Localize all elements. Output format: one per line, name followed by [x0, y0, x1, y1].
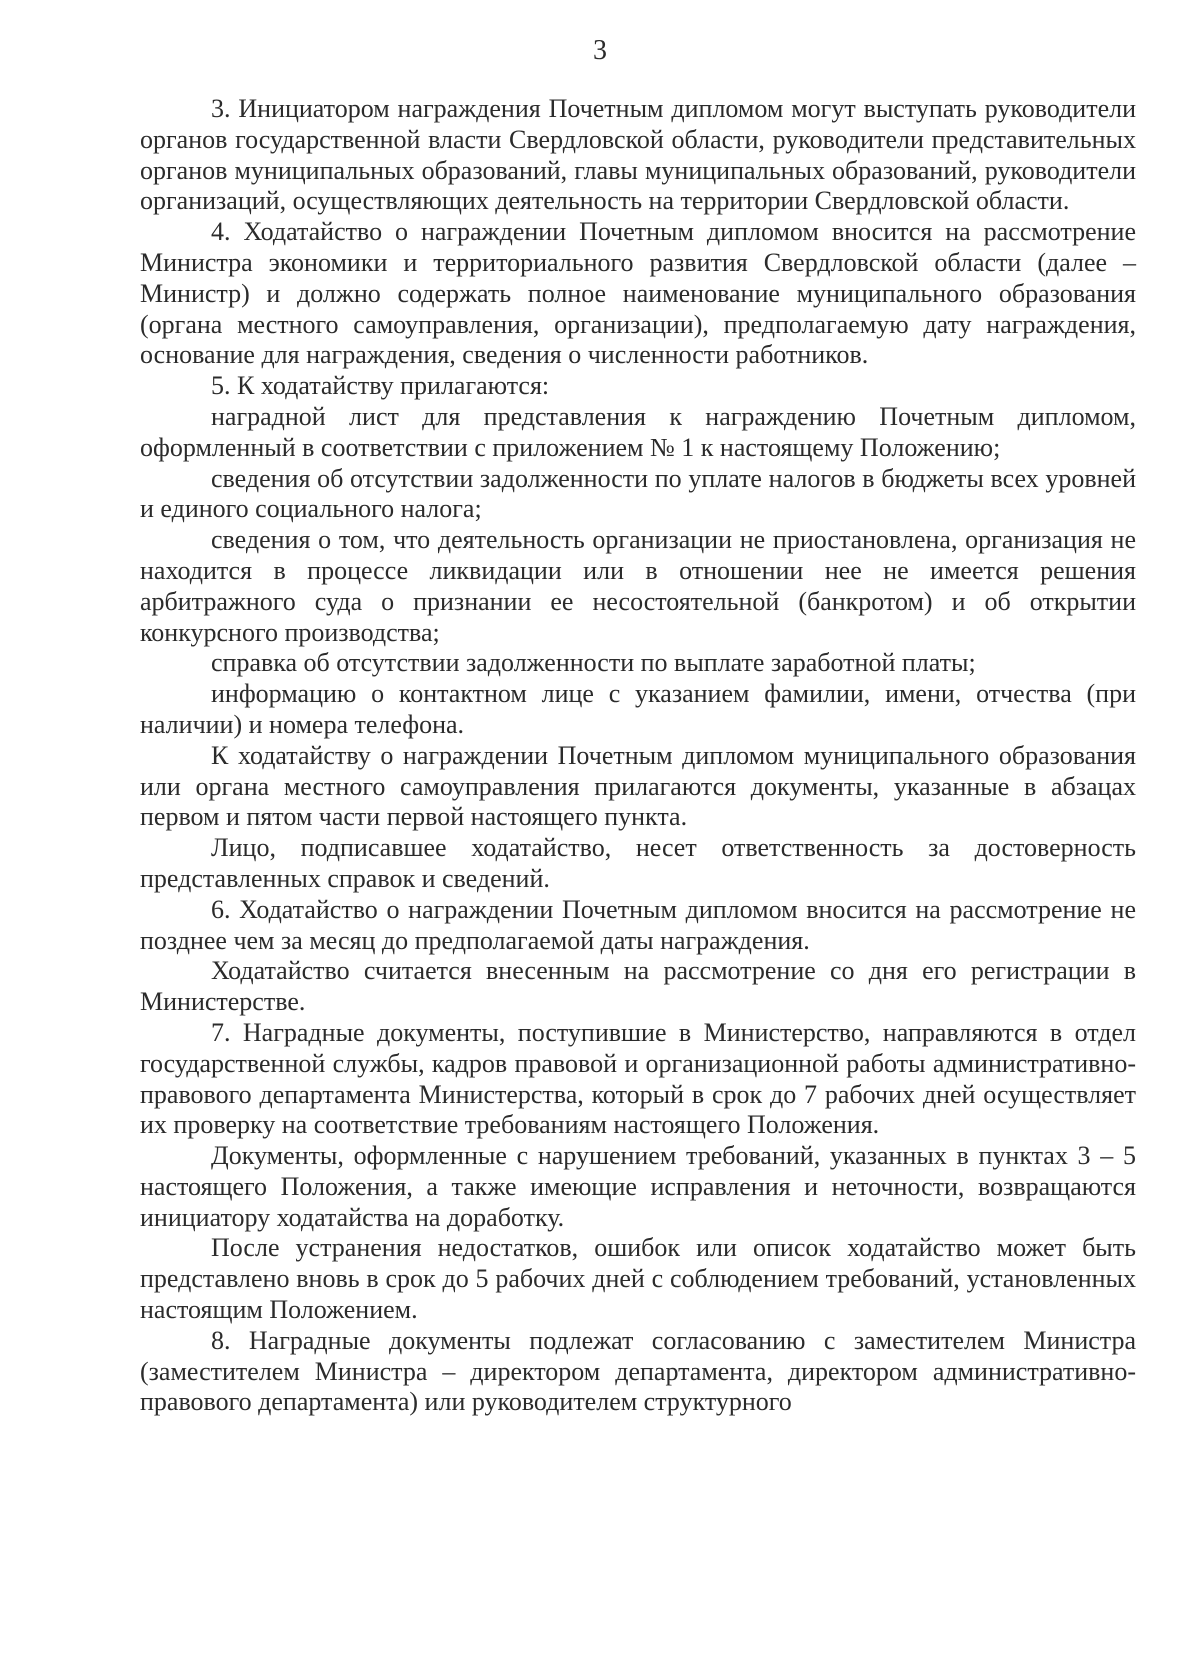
- paragraph-org-status: сведения о том, что деятельность организации не приостановлена, организация не находится в процессе ликвидации или в отношении нее не имеется решения арбитражного суда о признании ее несостоятельной (банкротом) и об открытии конкурсного производства;: [140, 525, 1136, 647]
- paragraph-item-5: 5. К ходатайству прилагаются:: [211, 371, 550, 401]
- paragraph-item-7: 7. Наградные документы, поступившие в Министерство, направляются в отдел государственной службы, кадров правовой и организационной работы административно-правового департамента Министерства, который в срок до 7 рабочих дней осуществляет их проверку на соответствие требованиям настоящего Положения.: [140, 1017, 1136, 1140]
- paragraph-award-sheet: наградной лист для представления к награждению Почетным дипломом, оформленный в соответствии с приложением № 1 к настоящему Положению;: [140, 401, 1136, 462]
- paragraph-registration: Ходатайство считается внесенным на рассмотрение со дня его регистрации в Министерстве.: [140, 956, 1136, 1017]
- paragraph-item-3: 3. Инициатором награждения Почетным дипломом могут выступать руководители органов государственной власти Свердловской области, руководители представительных органов муниципальных образований, главы муниципальных образований, руководители организаций, осуществляющих деятельность на территории Свердловской области.: [140, 94, 1136, 216]
- paragraph-item-6: 6. Ходатайство о награждении Почетным дипломом вносится на рассмотрение не позднее чем за месяц до предполагаемой даты награждения.: [140, 894, 1136, 955]
- paragraph-resubmission: После устранения недостатков, ошибок или описок ходатайство может быть представлено вновь в срок до 5 рабочих дней с соблюдением требований, установленных настоящим Положением.: [140, 1233, 1136, 1325]
- paragraph-municipal-docs: К ходатайству о награждении Почетным дипломом муниципального образования или органа местного самоуправления прилагаются документы, указанные в абзацах первом и пятом части первой настоящего пункта.: [140, 740, 1136, 832]
- page-number: 3: [593, 35, 607, 66]
- paragraph-item-4: 4. Ходатайство о награждении Почетным дипломом вносится на рассмотрение Министра экономики и территориального развития Свердловской области (далее – Министр) и должно содержать полное наименование муниципального образования (органа местного самоуправления, организации), предполагаемую дату награждения, основание для награждения, сведения о численности работников.: [140, 217, 1136, 370]
- paragraph-contact-info: информацию о контактном лице с указанием фамилии, имени, отчества (при наличии) и номера телефона.: [140, 679, 1136, 739]
- paragraph-salary-certificate: справка об отсутствии задолженности по выплате заработной платы;: [211, 648, 976, 678]
- paragraph-responsibility: Лицо, подписавшее ходатайство, несет ответственность за достоверность представленных справок и сведений.: [140, 833, 1136, 893]
- paragraph-rejected-docs: Документы, оформленные с нарушением требований, указанных в пунктах 3 – 5 настоящего Положения, а также имеющие исправления и неточности, возвращаются инициатору ходатайства на доработку.: [140, 1141, 1136, 1232]
- paragraph-tax-info: сведения об отсутствии задолженности по уплате налогов в бюджеты всех уровней и единого социального налога;: [140, 463, 1136, 524]
- paragraph-item-8: 8. Наградные документы подлежат согласованию с заместителем Министра (заместителем Министра – директором департамента, директором административно-правового департамента) или руководителем структурного: [140, 1325, 1136, 1417]
- document-body: [140, 94, 1136, 1418]
